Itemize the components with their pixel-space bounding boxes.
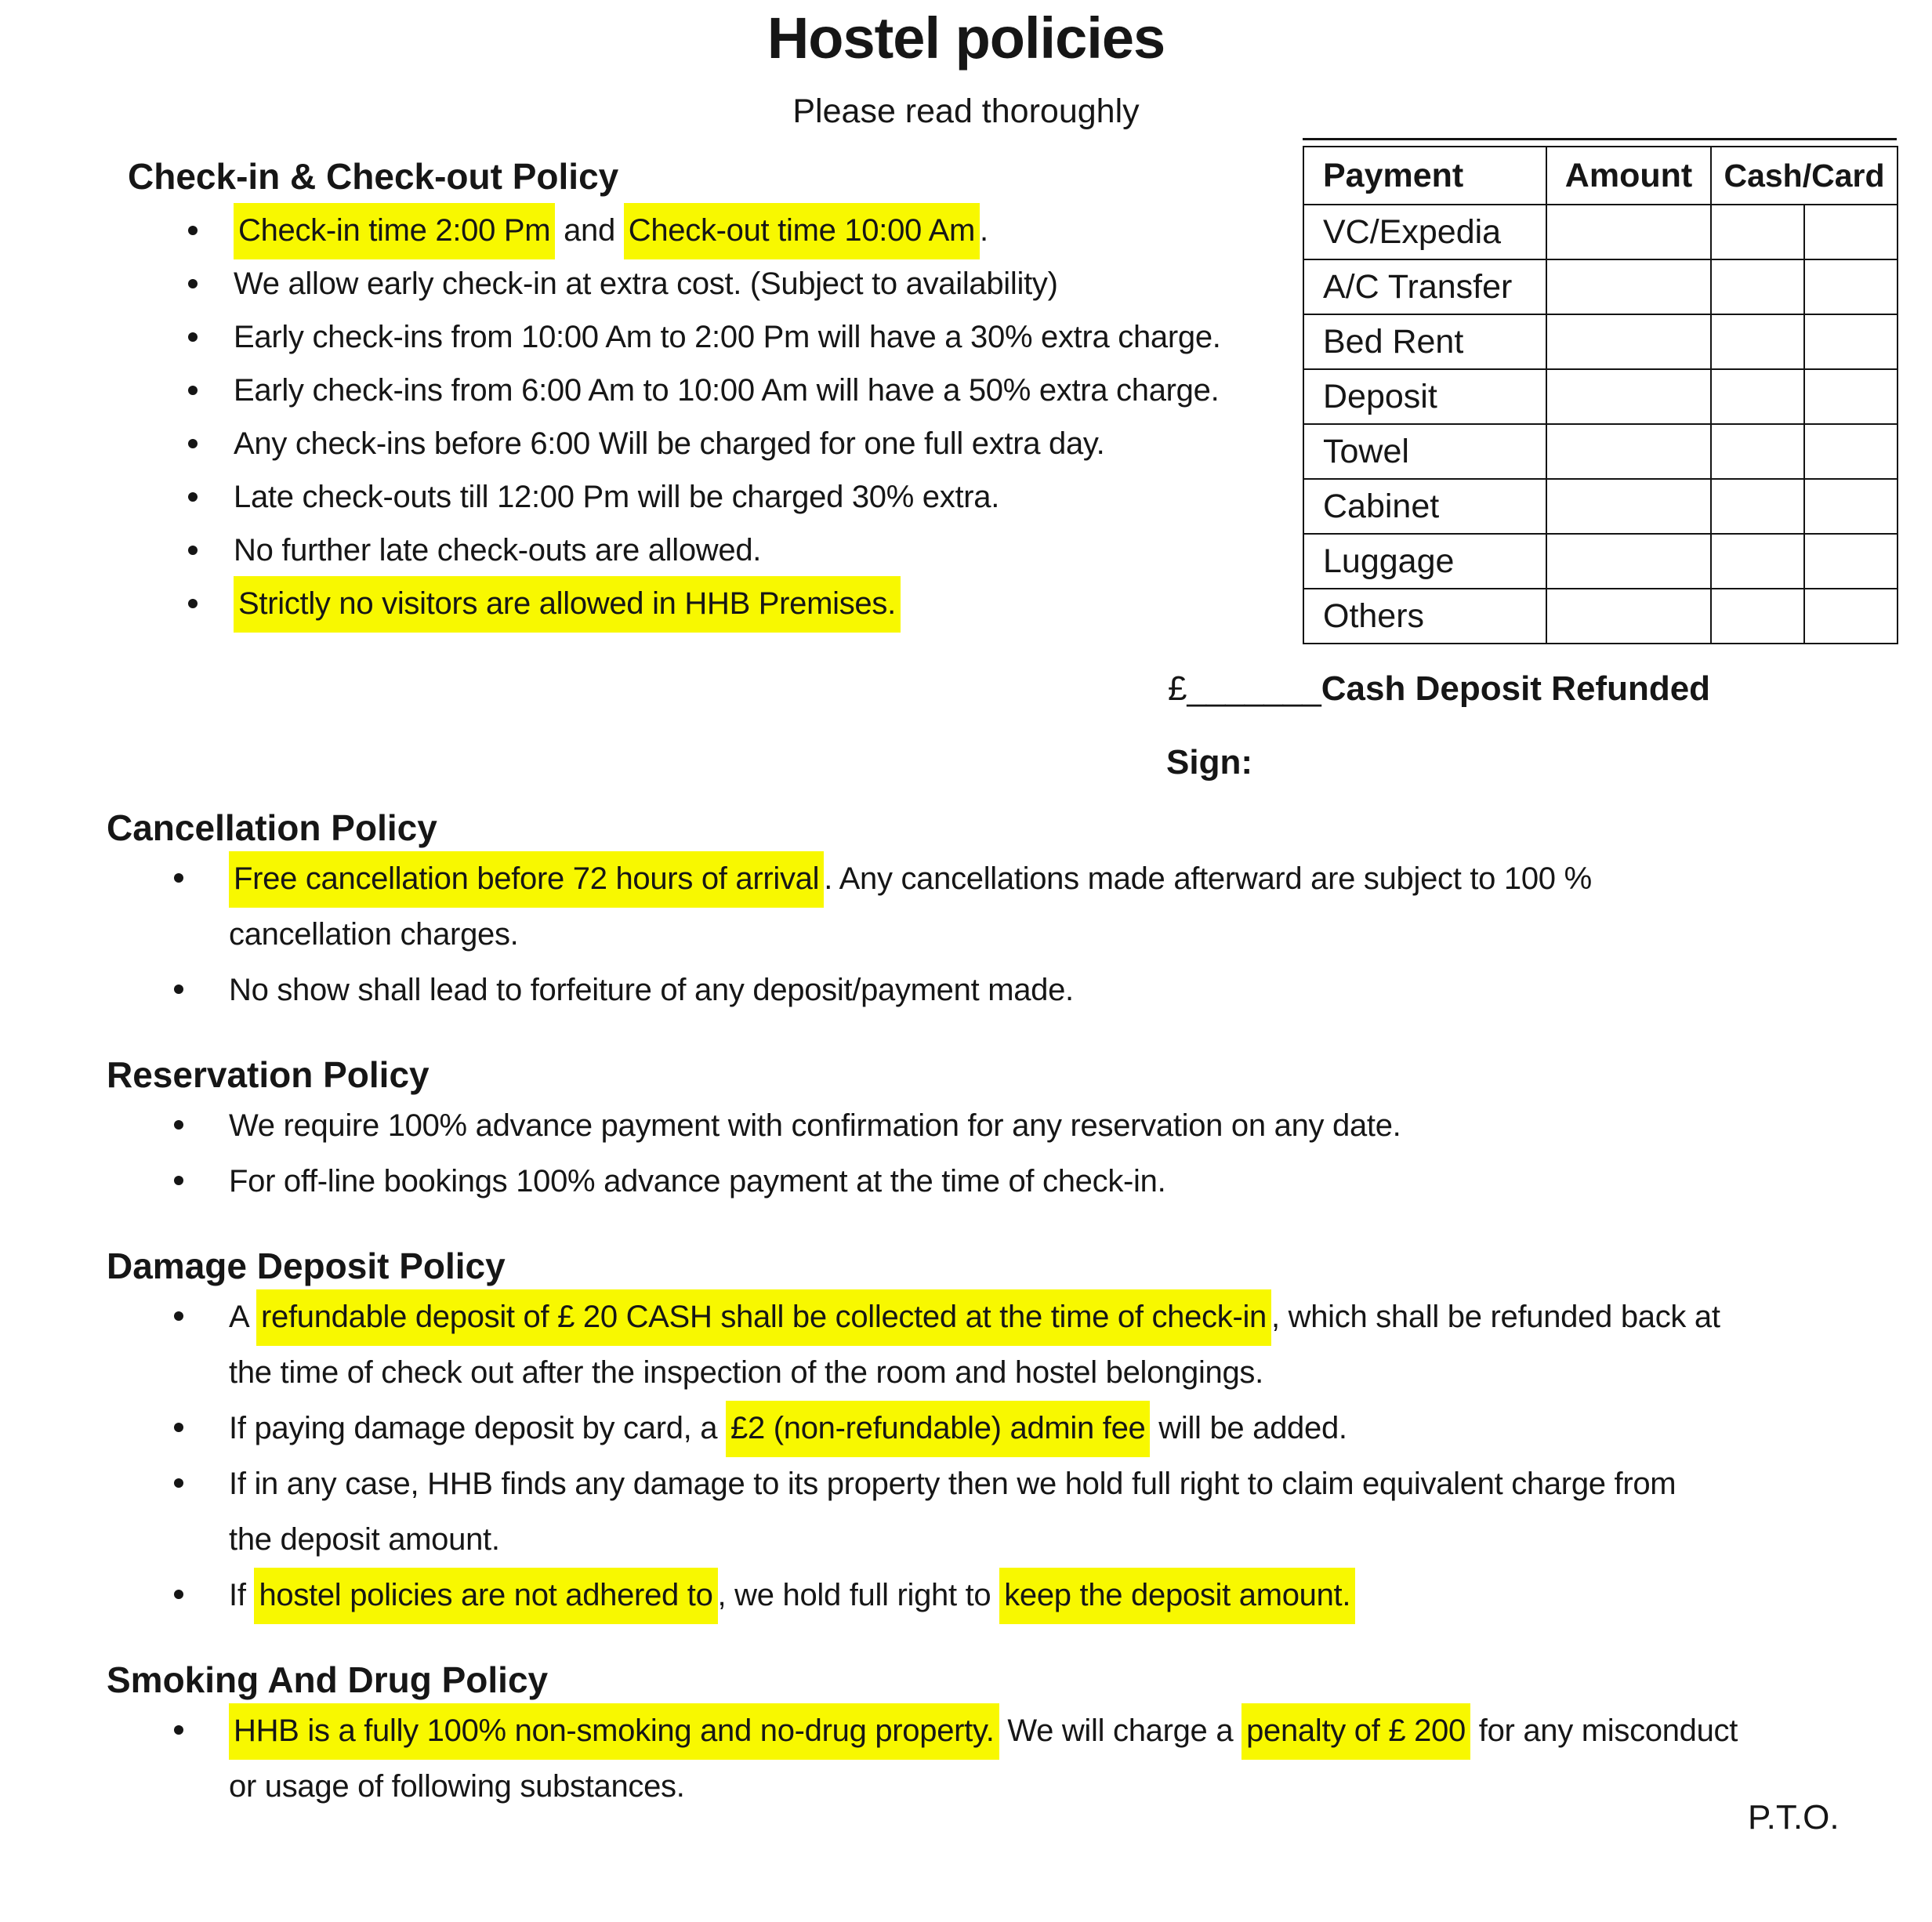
policy-section	[107, 804, 1917, 1018]
bullet-marker-icon	[188, 599, 198, 608]
bullet-line	[234, 577, 1303, 630]
text-segment: .	[979, 213, 988, 248]
cash-cell	[1711, 534, 1804, 589]
bullet-line	[229, 851, 1917, 907]
highlighted-text-segment: refundable deposit of £ 20 CASH shall be collected at the time of check-in	[256, 1289, 1271, 1346]
bullet-line	[229, 907, 1917, 963]
amount-cell	[1546, 259, 1711, 314]
bullet-item	[128, 310, 1303, 364]
payment-label-cell: VC/Expedia	[1303, 205, 1546, 259]
bullet-marker-icon	[188, 226, 198, 235]
card-cell	[1804, 205, 1898, 259]
bullet-line	[229, 1759, 1917, 1815]
card-cell	[1804, 314, 1898, 369]
payment-label-cell: Others	[1303, 589, 1546, 644]
payment-table-capline	[1303, 138, 1897, 140]
text-segment: for any misconduct	[1470, 1713, 1738, 1748]
bullet-marker-icon	[174, 985, 183, 994]
payment-table	[1303, 146, 1898, 644]
bullet-line	[234, 364, 1303, 417]
section-heading: Damage Deposit Policy	[107, 1246, 506, 1286]
text-segment: or usage of following substances.	[229, 1769, 685, 1804]
cash-cell	[1711, 259, 1804, 314]
payment-row	[1303, 479, 1898, 534]
bullet-item	[128, 257, 1303, 310]
text-segment: We allow early check-in at extra cost. (Subject to availability)	[234, 267, 1058, 301]
card-cell	[1804, 369, 1898, 424]
text-segment: For off-line bookings 100% advance payment at the time of check-in.	[229, 1164, 1166, 1199]
highlighted-text-segment: HHB is a fully 100% non-smoking and no-drug property.	[229, 1703, 999, 1760]
payment-row	[1303, 314, 1898, 369]
bullet-line	[234, 470, 1303, 524]
highlighted-text-segment: keep the deposit amount.	[999, 1568, 1355, 1624]
policy-bullet-list	[128, 204, 1303, 630]
text-segment: A	[229, 1300, 256, 1334]
amount-cell	[1546, 314, 1711, 369]
bullet-line	[229, 1289, 1917, 1345]
bullet-item	[128, 577, 1303, 630]
text-segment: will be added.	[1150, 1411, 1347, 1445]
bullet-marker-icon	[188, 332, 198, 342]
page-subtitle: Please read thoroughly	[792, 92, 1140, 130]
bullet-marker-icon	[174, 1120, 183, 1130]
bullet-line	[234, 204, 1303, 257]
cash-deposit-refunded-label: Cash Deposit Refunded	[1321, 669, 1711, 708]
bullet-marker-icon	[174, 1423, 183, 1432]
text-segment: If in any case, HHB finds any damage to its property then we hold full right to claim equivalent charge from	[229, 1467, 1676, 1501]
pto-label: P.T.O.	[1748, 1798, 1840, 1837]
payment-label-cell: Towel	[1303, 424, 1546, 479]
bullet-item	[107, 1154, 1917, 1209]
amount-cell	[1546, 369, 1711, 424]
payment-row	[1303, 424, 1898, 479]
payment-label-cell: Cabinet	[1303, 479, 1546, 534]
bullet-line	[229, 1456, 1917, 1512]
payment-row	[1303, 589, 1898, 644]
bullet-item	[107, 1703, 1917, 1815]
bullet-marker-icon	[174, 1311, 183, 1321]
column-header-amount: Amount	[1546, 147, 1711, 205]
blank-underscore-line: _______	[1187, 669, 1321, 708]
policy-section	[107, 1656, 1917, 1815]
bullet-line	[234, 524, 1303, 577]
payment-row	[1303, 259, 1898, 314]
highlighted-text-segment: Check-out time 10:00 Am	[624, 203, 980, 259]
payment-row	[1303, 205, 1898, 259]
card-cell	[1804, 259, 1898, 314]
checkin-policy-section	[128, 154, 1303, 630]
highlighted-text-segment: penalty of £ 200	[1241, 1703, 1470, 1760]
text-segment: cancellation charges.	[229, 917, 519, 952]
text-segment: We will charge a	[999, 1713, 1242, 1748]
bullet-marker-icon	[174, 1590, 183, 1599]
text-segment: If	[229, 1578, 255, 1612]
payment-label-cell: Luggage	[1303, 534, 1546, 589]
column-header-payment: Payment	[1303, 147, 1546, 205]
highlighted-text-segment: hostel policies are not adhered to	[254, 1568, 717, 1624]
bullet-item	[107, 851, 1917, 963]
bullet-item	[128, 417, 1303, 470]
bullet-marker-icon	[174, 1176, 183, 1185]
text-segment: Any check-ins before 6:00 Will be charged for one full extra day.	[234, 426, 1105, 461]
amount-cell	[1546, 205, 1711, 259]
highlighted-text-segment: Strictly no visitors are allowed in HHB Premises.	[234, 576, 901, 633]
text-segment: . Any cancellations made afterward are subject to 100 %	[824, 861, 1592, 896]
bullet-marker-icon	[174, 1478, 183, 1488]
bullet-item	[107, 963, 1917, 1018]
page-title: Hostel policies	[767, 5, 1165, 71]
cash-cell	[1711, 205, 1804, 259]
bullet-marker-icon	[174, 873, 183, 883]
policy-section	[107, 1242, 1917, 1623]
card-cell	[1804, 479, 1898, 534]
bullet-item	[128, 364, 1303, 417]
highlighted-text-segment: £2 (non-refundable) admin fee	[726, 1401, 1150, 1457]
bullet-marker-icon	[188, 279, 198, 288]
bullet-line	[234, 417, 1303, 470]
policy-bullet-list	[107, 851, 1917, 1018]
text-segment: No show shall lead to forfeiture of any deposit/payment made.	[229, 973, 1074, 1007]
text-segment: If paying damage deposit by card, a	[229, 1411, 727, 1445]
bullet-marker-icon	[188, 492, 198, 502]
section-heading: Cancellation Policy	[107, 807, 437, 848]
bullet-line	[229, 1154, 1917, 1209]
bullet-marker-icon	[188, 546, 198, 555]
text-segment: Early check-ins from 10:00 Am to 2:00 Pm will have a 30% extra charge.	[234, 320, 1221, 354]
policy-bullet-list	[107, 1289, 1917, 1623]
bullet-line	[229, 1098, 1917, 1154]
text-segment: the deposit amount.	[229, 1522, 500, 1557]
text-segment: Late check-outs till 12:00 Pm will be charged 30% extra.	[234, 480, 1000, 514]
card-cell	[1804, 534, 1898, 589]
bullet-item	[107, 1401, 1917, 1456]
highlighted-text-segment: Check-in time 2:00 Pm	[234, 203, 555, 259]
bullet-item	[128, 470, 1303, 524]
bullet-line	[229, 1401, 1917, 1456]
text-segment: Early check-ins from 6:00 Am to 10:00 Am will have a 50% extra charge.	[234, 373, 1220, 408]
bullet-line	[229, 1512, 1917, 1568]
bullet-marker-icon	[188, 439, 198, 448]
policy-sections	[107, 804, 1917, 1848]
sign-label: Sign:	[1166, 743, 1252, 781]
amount-cell	[1546, 424, 1711, 479]
pound-symbol: £	[1168, 669, 1187, 708]
section-heading: Smoking And Drug Policy	[107, 1659, 549, 1700]
payment-table-wrap	[1303, 138, 1897, 644]
text-segment: We require 100% advance payment with confirmation for any reservation on any date.	[229, 1108, 1401, 1143]
bullet-line	[229, 1703, 1917, 1759]
text-segment: and	[555, 213, 624, 248]
cash-deposit-refund-line	[1168, 669, 1710, 709]
table-header-row	[1303, 147, 1898, 205]
payment-label-cell: A/C Transfer	[1303, 259, 1546, 314]
text-segment: No further late check-outs are allowed.	[234, 533, 762, 568]
section-heading: Reservation Policy	[107, 1054, 430, 1095]
policy-bullet-list	[107, 1703, 1917, 1815]
policy-bullet-list	[107, 1098, 1917, 1209]
text-segment: , which shall be refunded back at	[1271, 1300, 1720, 1334]
text-segment: the time of check out after the inspection of the room and hostel belongings.	[229, 1355, 1263, 1390]
bullet-item	[128, 524, 1303, 577]
cash-cell	[1711, 479, 1804, 534]
cash-cell	[1711, 369, 1804, 424]
amount-cell	[1546, 534, 1711, 589]
bullet-item	[107, 1289, 1917, 1401]
column-header-cash-card: Cash/Card	[1711, 147, 1898, 205]
bullet-item	[107, 1098, 1917, 1154]
payment-label-cell: Deposit	[1303, 369, 1546, 424]
payment-row	[1303, 369, 1898, 424]
bullet-item	[107, 1568, 1917, 1623]
bullet-line	[229, 1568, 1917, 1623]
amount-cell	[1546, 589, 1711, 644]
payment-row	[1303, 534, 1898, 589]
card-cell	[1804, 424, 1898, 479]
card-cell	[1804, 589, 1898, 644]
cash-cell	[1711, 424, 1804, 479]
bullet-marker-icon	[188, 386, 198, 395]
bullet-item	[107, 1456, 1917, 1568]
highlighted-text-segment: Free cancellation before 72 hours of arrival	[229, 851, 824, 908]
cash-cell	[1711, 589, 1804, 644]
payment-label-cell: Bed Rent	[1303, 314, 1546, 369]
amount-cell	[1546, 479, 1711, 534]
bullet-line	[234, 257, 1303, 310]
bullet-line	[229, 963, 1917, 1018]
bullet-item	[128, 204, 1303, 257]
cash-cell	[1711, 314, 1804, 369]
bullet-line	[229, 1345, 1917, 1401]
text-segment: , we hold full right to	[717, 1578, 1000, 1612]
section-heading: Check-in & Check-out Policy	[128, 156, 619, 197]
policy-section	[107, 1051, 1917, 1209]
bullet-line	[234, 310, 1303, 364]
bullet-marker-icon	[174, 1725, 183, 1735]
